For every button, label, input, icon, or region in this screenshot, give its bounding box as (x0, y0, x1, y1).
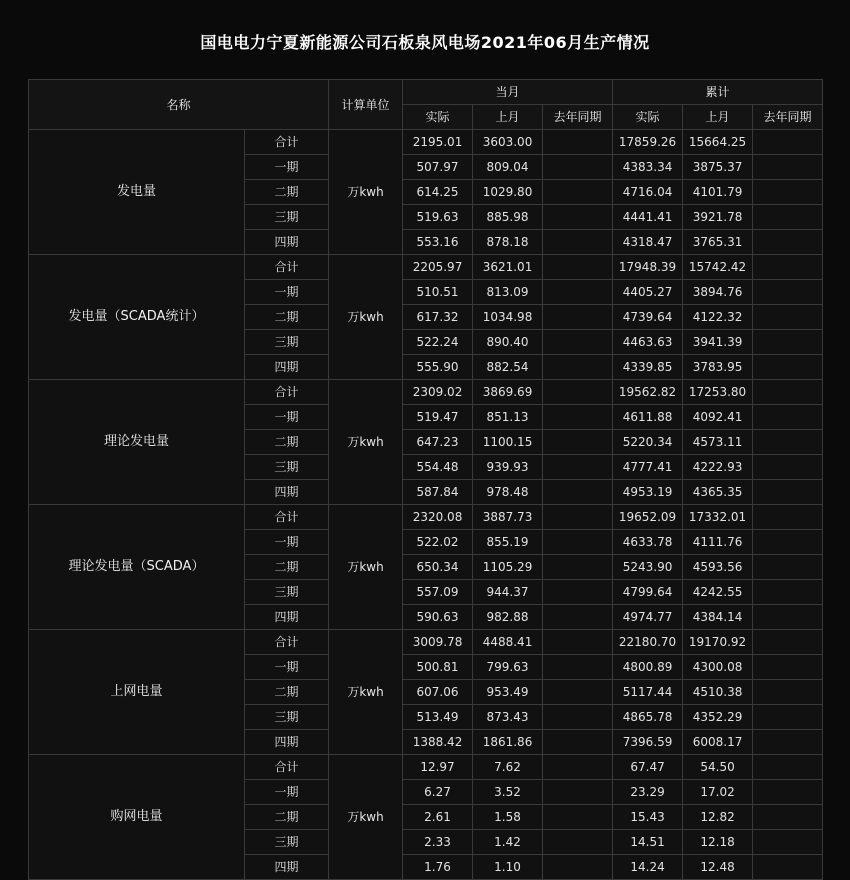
cum-lastmonth-cell: 19170.92 (683, 630, 753, 655)
month-lastyear-cell (543, 805, 613, 830)
cum-lastyear-cell (753, 455, 823, 480)
month-actual-cell: 519.47 (403, 405, 473, 430)
cum-lastmonth-cell: 4222.93 (683, 455, 753, 480)
unit-cell: 万kwh (329, 255, 403, 380)
row-label-cell: 合计 (245, 380, 329, 405)
cum-lastmonth-cell: 4101.79 (683, 180, 753, 205)
row-label-cell: 二期 (245, 555, 329, 580)
header-unit: 计算单位 (329, 80, 403, 130)
header-cumulative: 累计 (613, 80, 823, 105)
cum-lastmonth-cell: 3783.95 (683, 355, 753, 380)
row-label-cell: 三期 (245, 705, 329, 730)
month-actual-cell: 513.49 (403, 705, 473, 730)
unit-cell: 万kwh (329, 130, 403, 255)
month-lastyear-cell (543, 730, 613, 755)
row-label-cell: 合计 (245, 130, 329, 155)
month-lastmonth-cell: 3887.73 (473, 505, 543, 530)
cum-actual-cell: 17948.39 (613, 255, 683, 280)
row-label-cell: 合计 (245, 505, 329, 530)
cum-lastyear-cell (753, 330, 823, 355)
month-actual-cell: 3009.78 (403, 630, 473, 655)
cum-actual-cell: 4441.41 (613, 205, 683, 230)
month-actual-cell: 614.25 (403, 180, 473, 205)
month-lastyear-cell (543, 655, 613, 680)
month-actual-cell: 522.02 (403, 530, 473, 555)
unit-cell: 万kwh (329, 755, 403, 880)
cum-lastyear-cell (753, 305, 823, 330)
month-actual-cell: 590.63 (403, 605, 473, 630)
row-label-cell: 四期 (245, 855, 329, 880)
cum-lastmonth-cell: 4365.35 (683, 480, 753, 505)
cum-lastyear-cell (753, 255, 823, 280)
header-cum-actual: 实际 (613, 105, 683, 130)
cum-lastyear-cell (753, 155, 823, 180)
month-lastyear-cell (543, 680, 613, 705)
month-lastyear-cell (543, 580, 613, 605)
month-lastyear-cell (543, 555, 613, 580)
table-head (29, 80, 823, 130)
cum-lastmonth-cell: 4300.08 (683, 655, 753, 680)
cum-lastmonth-cell: 4111.76 (683, 530, 753, 555)
month-lastyear-cell (543, 455, 613, 480)
month-lastyear-cell (543, 230, 613, 255)
header-row-1 (29, 80, 823, 105)
month-lastyear-cell (543, 305, 613, 330)
cum-actual-cell: 4383.34 (613, 155, 683, 180)
cum-lastyear-cell (753, 355, 823, 380)
cum-lastyear-cell (753, 655, 823, 680)
cum-actual-cell: 23.29 (613, 780, 683, 805)
cum-lastmonth-cell: 15742.42 (683, 255, 753, 280)
month-lastmonth-cell: 813.09 (473, 280, 543, 305)
cum-lastyear-cell (753, 380, 823, 405)
month-lastmonth-cell: 978.48 (473, 480, 543, 505)
month-actual-cell: 519.63 (403, 205, 473, 230)
cum-lastmonth-cell: 3941.39 (683, 330, 753, 355)
month-lastyear-cell (543, 830, 613, 855)
unit-cell: 万kwh (329, 630, 403, 755)
page-title: 国电电力宁夏新能源公司石板泉风电场2021年06月生产情况 (200, 33, 650, 52)
month-lastmonth-cell: 1029.80 (473, 180, 543, 205)
month-lastmonth-cell: 944.37 (473, 580, 543, 605)
month-lastmonth-cell: 873.43 (473, 705, 543, 730)
row-label-cell: 二期 (245, 305, 329, 330)
row-label-cell: 二期 (245, 680, 329, 705)
unit-cell: 万kwh (329, 380, 403, 505)
row-label-cell: 一期 (245, 655, 329, 680)
month-actual-cell: 554.48 (403, 455, 473, 480)
cum-lastyear-cell (753, 805, 823, 830)
header-name: 名称 (29, 80, 329, 130)
month-actual-cell: 6.27 (403, 780, 473, 805)
month-lastyear-cell (543, 280, 613, 305)
month-lastmonth-cell: 882.54 (473, 355, 543, 380)
month-lastmonth-cell: 1.58 (473, 805, 543, 830)
cum-lastyear-cell (753, 730, 823, 755)
month-lastmonth-cell: 1861.86 (473, 730, 543, 755)
cum-lastyear-cell (753, 705, 823, 730)
row-label-cell: 一期 (245, 780, 329, 805)
header-month-lastyear: 去年同期 (543, 105, 613, 130)
month-lastmonth-cell: 3869.69 (473, 380, 543, 405)
cum-actual-cell: 19562.82 (613, 380, 683, 405)
cum-lastmonth-cell: 6008.17 (683, 730, 753, 755)
cum-lastyear-cell (753, 180, 823, 205)
month-lastmonth-cell: 851.13 (473, 405, 543, 430)
month-lastyear-cell (543, 255, 613, 280)
cum-actual-cell: 4777.41 (613, 455, 683, 480)
row-label-cell: 三期 (245, 455, 329, 480)
month-lastmonth-cell: 939.93 (473, 455, 543, 480)
cum-actual-cell: 4318.47 (613, 230, 683, 255)
cum-lastmonth-cell: 17332.01 (683, 505, 753, 530)
cum-lastmonth-cell: 12.82 (683, 805, 753, 830)
cum-lastyear-cell (753, 680, 823, 705)
cum-actual-cell: 4800.89 (613, 655, 683, 680)
month-lastyear-cell (543, 605, 613, 630)
cum-actual-cell: 4463.63 (613, 330, 683, 355)
cum-lastmonth-cell: 4092.41 (683, 405, 753, 430)
month-actual-cell: 617.32 (403, 305, 473, 330)
cum-actual-cell: 67.47 (613, 755, 683, 780)
month-actual-cell: 522.24 (403, 330, 473, 355)
row-label-cell: 四期 (245, 730, 329, 755)
header-month-actual: 实际 (403, 105, 473, 130)
cum-lastmonth-cell: 54.50 (683, 755, 753, 780)
month-lastyear-cell (543, 780, 613, 805)
month-actual-cell: 12.97 (403, 755, 473, 780)
month-lastyear-cell (543, 630, 613, 655)
month-actual-cell: 500.81 (403, 655, 473, 680)
cum-lastyear-cell (753, 505, 823, 530)
month-actual-cell: 557.09 (403, 580, 473, 605)
cum-actual-cell: 22180.70 (613, 630, 683, 655)
month-actual-cell: 587.84 (403, 480, 473, 505)
month-lastyear-cell (543, 155, 613, 180)
month-lastmonth-cell: 1.42 (473, 830, 543, 855)
cum-lastmonth-cell: 17.02 (683, 780, 753, 805)
month-lastmonth-cell: 1.10 (473, 855, 543, 880)
header-cum-lastmonth: 上月 (683, 105, 753, 130)
cum-lastyear-cell (753, 405, 823, 430)
cum-lastmonth-cell: 15664.25 (683, 130, 753, 155)
month-lastmonth-cell: 953.49 (473, 680, 543, 705)
cum-actual-cell: 14.24 (613, 855, 683, 880)
row-label-cell: 二期 (245, 430, 329, 455)
table-row (29, 380, 823, 405)
group-name-cell: 理论发电量 (29, 380, 245, 505)
month-lastyear-cell (543, 480, 613, 505)
month-actual-cell: 555.90 (403, 355, 473, 380)
row-label-cell: 一期 (245, 405, 329, 430)
row-label-cell: 二期 (245, 180, 329, 205)
month-lastmonth-cell: 4488.41 (473, 630, 543, 655)
cum-actual-cell: 5220.34 (613, 430, 683, 455)
cum-actual-cell: 4953.19 (613, 480, 683, 505)
cum-lastmonth-cell: 4352.29 (683, 705, 753, 730)
month-lastmonth-cell: 809.04 (473, 155, 543, 180)
group-name-cell: 发电量 (29, 130, 245, 255)
cum-lastmonth-cell: 12.48 (683, 855, 753, 880)
month-actual-cell: 2205.97 (403, 255, 473, 280)
cum-lastyear-cell (753, 130, 823, 155)
group-name-cell: 上网电量 (29, 630, 245, 755)
cum-lastmonth-cell: 4510.38 (683, 680, 753, 705)
month-actual-cell: 2195.01 (403, 130, 473, 155)
row-label-cell: 四期 (245, 605, 329, 630)
month-lastmonth-cell: 3.52 (473, 780, 543, 805)
cum-lastyear-cell (753, 855, 823, 880)
cum-actual-cell: 4974.77 (613, 605, 683, 630)
month-lastyear-cell (543, 405, 613, 430)
row-label-cell: 二期 (245, 805, 329, 830)
cum-lastmonth-cell: 4122.32 (683, 305, 753, 330)
month-lastyear-cell (543, 755, 613, 780)
row-label-cell: 三期 (245, 205, 329, 230)
month-actual-cell: 2.33 (403, 830, 473, 855)
cum-lastyear-cell (753, 205, 823, 230)
month-lastyear-cell (543, 855, 613, 880)
cum-actual-cell: 4611.88 (613, 405, 683, 430)
month-lastmonth-cell: 1034.98 (473, 305, 543, 330)
production-report-table (28, 79, 823, 880)
cum-actual-cell: 17859.26 (613, 130, 683, 155)
month-lastmonth-cell: 1100.15 (473, 430, 543, 455)
month-lastmonth-cell: 1105.29 (473, 555, 543, 580)
month-lastmonth-cell: 982.88 (473, 605, 543, 630)
cum-lastyear-cell (753, 530, 823, 555)
month-lastyear-cell (543, 355, 613, 380)
cum-lastyear-cell (753, 480, 823, 505)
table-container (0, 79, 850, 880)
row-label-cell: 合计 (245, 630, 329, 655)
group-name-cell: 理论发电量（SCADA） (29, 505, 245, 630)
cum-actual-cell: 14.51 (613, 830, 683, 855)
table-row (29, 130, 823, 155)
header-month-lastmonth: 上月 (473, 105, 543, 130)
month-lastyear-cell (543, 130, 613, 155)
month-actual-cell: 553.16 (403, 230, 473, 255)
month-actual-cell: 2309.02 (403, 380, 473, 405)
row-label-cell: 三期 (245, 830, 329, 855)
table-row (29, 255, 823, 280)
cum-lastmonth-cell: 3875.37 (683, 155, 753, 180)
cum-lastyear-cell (753, 430, 823, 455)
month-actual-cell: 650.34 (403, 555, 473, 580)
header-current-month: 当月 (403, 80, 613, 105)
month-lastyear-cell (543, 330, 613, 355)
month-lastyear-cell (543, 205, 613, 230)
cum-lastmonth-cell: 17253.80 (683, 380, 753, 405)
cum-actual-cell: 4405.27 (613, 280, 683, 305)
cum-lastyear-cell (753, 630, 823, 655)
table-row (29, 755, 823, 780)
month-actual-cell: 1388.42 (403, 730, 473, 755)
row-label-cell: 四期 (245, 230, 329, 255)
cum-actual-cell: 15.43 (613, 805, 683, 830)
cum-lastmonth-cell: 4242.55 (683, 580, 753, 605)
month-lastmonth-cell: 7.62 (473, 755, 543, 780)
month-lastyear-cell (543, 380, 613, 405)
month-lastyear-cell (543, 530, 613, 555)
cum-lastmonth-cell: 3921.78 (683, 205, 753, 230)
row-label-cell: 合计 (245, 255, 329, 280)
month-lastmonth-cell: 3603.00 (473, 130, 543, 155)
cum-actual-cell: 19652.09 (613, 505, 683, 530)
cum-actual-cell: 4716.04 (613, 180, 683, 205)
cum-lastyear-cell (753, 555, 823, 580)
cum-lastmonth-cell: 3894.76 (683, 280, 753, 305)
row-label-cell: 一期 (245, 155, 329, 180)
cum-lastmonth-cell: 3765.31 (683, 230, 753, 255)
month-actual-cell: 1.76 (403, 855, 473, 880)
cum-lastmonth-cell: 4573.11 (683, 430, 753, 455)
month-lastyear-cell (543, 705, 613, 730)
month-actual-cell: 510.51 (403, 280, 473, 305)
month-lastyear-cell (543, 180, 613, 205)
cum-lastyear-cell (753, 605, 823, 630)
row-label-cell: 四期 (245, 355, 329, 380)
cum-lastyear-cell (753, 280, 823, 305)
unit-cell: 万kwh (329, 505, 403, 630)
row-label-cell: 三期 (245, 330, 329, 355)
cum-lastyear-cell (753, 580, 823, 605)
month-lastmonth-cell: 890.40 (473, 330, 543, 355)
cum-actual-cell: 4739.64 (613, 305, 683, 330)
cum-lastyear-cell (753, 780, 823, 805)
month-lastmonth-cell: 855.19 (473, 530, 543, 555)
month-actual-cell: 2320.08 (403, 505, 473, 530)
month-lastmonth-cell: 3621.01 (473, 255, 543, 280)
row-label-cell: 合计 (245, 755, 329, 780)
month-lastyear-cell (543, 430, 613, 455)
row-label-cell: 四期 (245, 480, 329, 505)
table-row (29, 505, 823, 530)
month-actual-cell: 2.61 (403, 805, 473, 830)
month-lastmonth-cell: 885.98 (473, 205, 543, 230)
month-lastmonth-cell: 878.18 (473, 230, 543, 255)
cum-actual-cell: 5117.44 (613, 680, 683, 705)
month-lastyear-cell (543, 505, 613, 530)
month-actual-cell: 607.06 (403, 680, 473, 705)
cum-actual-cell: 4865.78 (613, 705, 683, 730)
cum-actual-cell: 5243.90 (613, 555, 683, 580)
row-label-cell: 一期 (245, 530, 329, 555)
table-body (29, 130, 823, 880)
row-label-cell: 一期 (245, 280, 329, 305)
cum-lastmonth-cell: 4593.56 (683, 555, 753, 580)
month-actual-cell: 647.23 (403, 430, 473, 455)
cum-actual-cell: 4339.85 (613, 355, 683, 380)
header-cum-lastyear: 去年同期 (753, 105, 823, 130)
cum-lastmonth-cell: 4384.14 (683, 605, 753, 630)
cum-actual-cell: 7396.59 (613, 730, 683, 755)
cum-lastmonth-cell: 12.18 (683, 830, 753, 855)
table-row (29, 630, 823, 655)
cum-lastyear-cell (753, 755, 823, 780)
month-lastmonth-cell: 799.63 (473, 655, 543, 680)
cum-actual-cell: 4633.78 (613, 530, 683, 555)
cum-lastyear-cell (753, 830, 823, 855)
row-label-cell: 三期 (245, 580, 329, 605)
cum-actual-cell: 4799.64 (613, 580, 683, 605)
group-name-cell: 购网电量 (29, 755, 245, 880)
group-name-cell: 发电量（SCADA统计） (29, 255, 245, 380)
month-actual-cell: 507.97 (403, 155, 473, 180)
cum-lastyear-cell (753, 230, 823, 255)
